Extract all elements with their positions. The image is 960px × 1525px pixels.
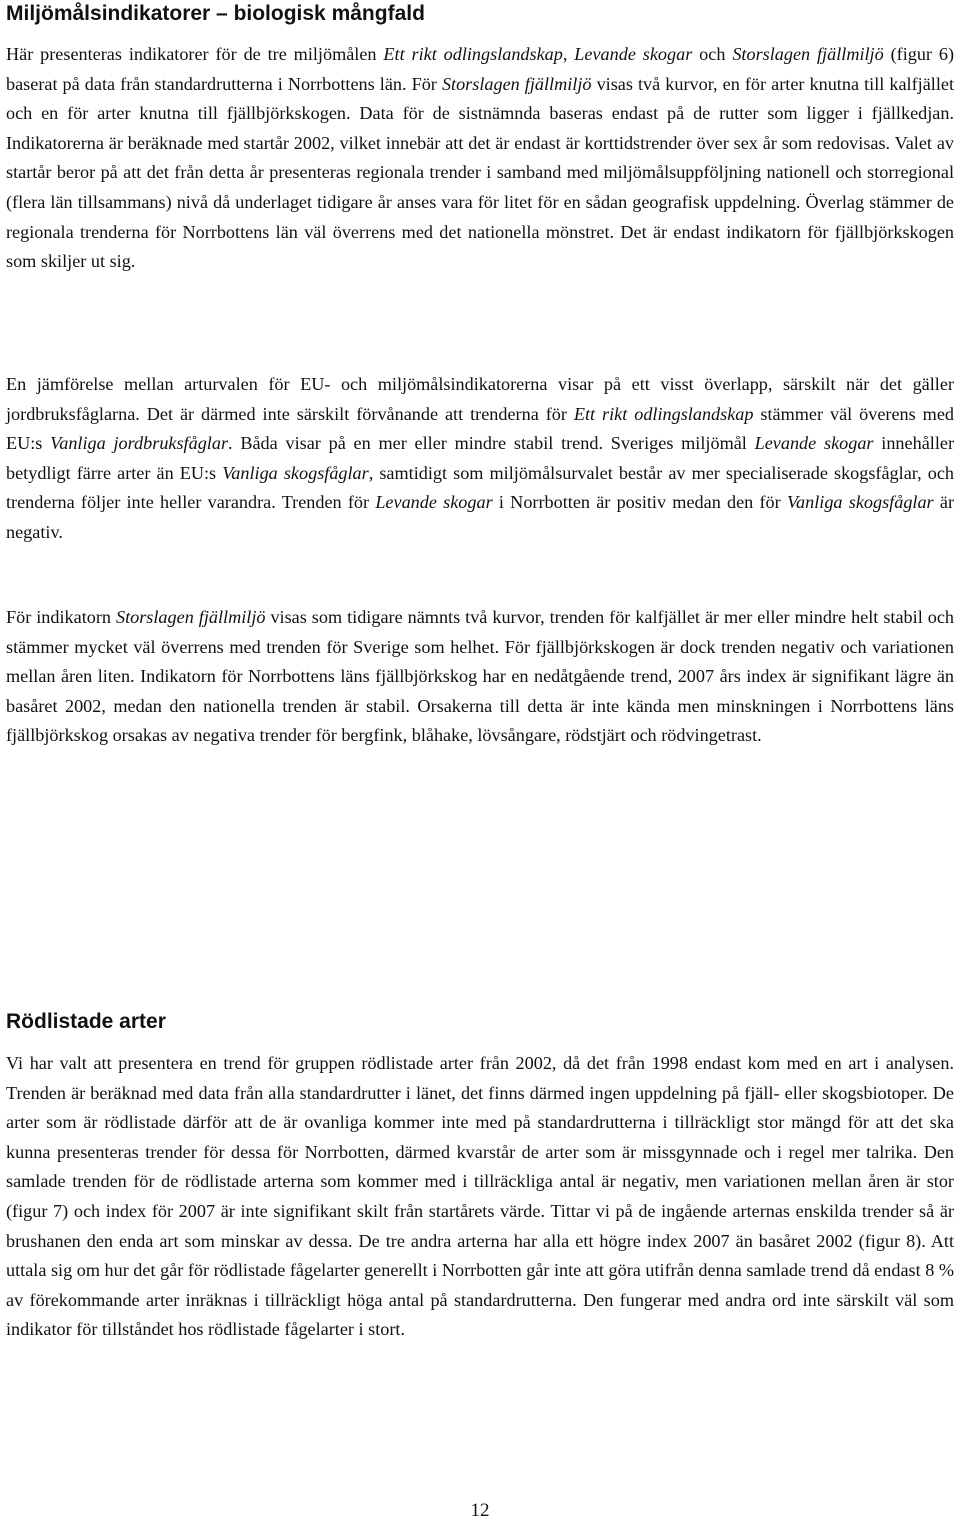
italic-term: Levande skogar bbox=[754, 433, 874, 454]
italic-term: Vanliga skogsfåglar bbox=[786, 492, 934, 513]
paragraph-mountain-indicator: För indikatorn Storslagen fjällmiljö visas som tidigare nämnts två kurvor, trenden för kalfjället är mer eller mindre helt stabil och stämmer mycket väl överrens med trenden för Sverige som helhet. För fjällbjörkskogen är dock trenden negativ och variationen mellan åren liten. Indikatorn för Norrbottens läns fjällbjörkskog har en nedåtgående trend, 2007 års index är signifikant lägre än basåret 2002, medan den nationella trenden är stabil. Orsakerna till detta är inte kända men minskningen i Norrbottens läns fjällbjörkskog orsakas av negativa trender för bergfink, blåhake, lövsångare, rödstjärt och rödvingetrast. bbox=[6, 607, 954, 746]
section-heading-redlisted: Rödlistade arter bbox=[6, 1010, 166, 1033]
italic-term: Storslagen fjällmiljö bbox=[115, 607, 266, 627]
italic-term: Vanliga jordbruksfåglar bbox=[50, 433, 229, 454]
italic-term: Storslagen fjällmiljö bbox=[441, 73, 592, 94]
italic-term: Levande skogar bbox=[375, 492, 493, 513]
italic-term: Storslagen fjällmiljö bbox=[732, 44, 884, 64]
italic-term: Ett rikt odlingslandskap, Levande skogar bbox=[383, 44, 693, 64]
paragraph-indicators-intro: Här presenteras indikatorer för de tre miljömålen Ett rikt odlingslandskap, Levande skogar och Storslagen fjällmiljö (figur 6) baserat på data från standardrutterna i Norrbottens län. För Storslagen fjällmiljö visas två kurvor, en för arter knutna till kalfjället och en för arter knutna till fjällbjörkskogen. Data för de sistnämnda baseras endast på de rutter som ligger i fjällkedjan. Indikatorerna är beräknade med startår 2002, vilket innebär att det är endast är korttidstrender över sex år som redovisas. Valet av startår beror på att det från detta år presenteras regionala trender i samband med miljömålsuppföljning nationell och storregional (flera län tillsammans) nivå då underlaget tidigare år anses vara för litet för en sådan geografisk uppdelning. Överlag stämmer de regionala trenderna för Norrbottens län väl överrens med det nationella mönstret. Det är endast indikatorn för fjällbjörkskogen som skiljer ut sig. bbox=[6, 44, 955, 272]
paragraph-eu-comparison: En jämförelse mellan arturvalen för EU- och miljömålsindikatorerna visar på ett visst överlapp, särskilt när det gäller jordbruksfåglarna. Det är därmed inte särskilt förvånande att trenderna för Ett rikt odlingslandskap stämmer väl överens med EU:s Vanliga jordbruksfåglar. Båda visar på en mer eller mindre stabil trend. Sveriges miljömål Levande skogar innehåller betydligt färre arter än EU:s Vanliga skogsfåglar, samtidigt som miljömålsurvalet består av mer specialiserade skogsfåglar, och trenderna följer inte heller varandra. Trenden för Levande skogar i Norrbotten är positiv medan den för Vanliga skogsfåglar är negativ. bbox=[6, 374, 955, 542]
italic-term: Ett rikt odlingslandskap bbox=[573, 403, 754, 424]
section-heading-biodiversity: Miljömålsindikatorer – biologisk mångfald bbox=[6, 2, 425, 25]
italic-term: Vanliga skogsfåglar bbox=[222, 462, 369, 483]
paragraph-redlisted-trend: Vi har valt att presentera en trend för gruppen rödlistade arter från 2002, då det från 1998 endast kom med en art i analysen. Trenden är beräknad med data från alla standardrutter i länet, det finns därmed ingen uppdelning på fjäll- eller skogsbiotoper. De arter som är rödlistade därför att de är ovanliga kommer inte med på standardrutterna i tillräckligt stor mängd för att det ska kunna presenteras trender för dessa för Norrbotten, därmed kvarstår de arter som är missgynnade och i regel mer talrika. Den samlade trenden för de rödlistade arterna som kommer med i tillräckliga antal är negativ, men variationen mellan åren är stor (figur 7) och index för 2007 är inte signifikant skilt från startårets värde. Tittar vi på de ingående arternas enskilda trender så är brushanen den enda art som minskar av dessa. De tre andra arterna har alla ett högre index 2007 än basåret 2002 (figur 8). Att uttala sig om hur det går för rödlistade fågelarter generellt i Norrbotten går inte att göra utifrån denna samlade trend då endast 8 % av förekommande arter inräknas i tillräckligt höga antal på standardrutterna. Den fungerar med andra ord inte särskilt väl som indikator för tillståndet hos rödlistade fågelarter i stort. bbox=[6, 1053, 954, 1340]
page-number: 12 bbox=[470, 1500, 490, 1521]
